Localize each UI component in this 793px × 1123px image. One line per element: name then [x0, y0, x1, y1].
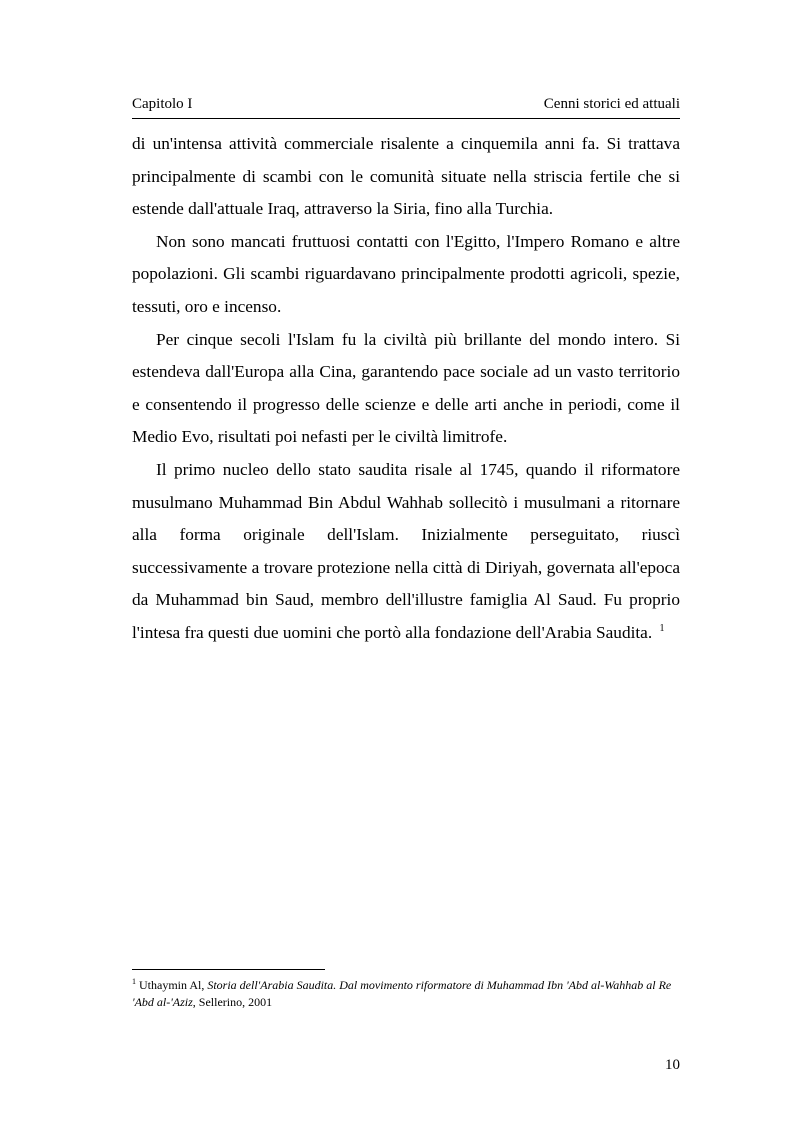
paragraph-1: di un'intensa attività commerciale risalente a cinquemila anni fa. Si trattava principalmente di scambi con le comunità situate nella striscia fertile che si estende dall'attuale Iraq, attraverso la Siria, fino alla Turchia. — [132, 134, 680, 219]
footnote-publisher: , Sellerino, 2001 — [192, 995, 273, 1009]
paragraph-3: Per cinque secoli l'Islam fu la civiltà più brillante del mondo intero. Si estendeva dall'Europa alla Cina, garantendo pace sociale ad un vasto territorio e consentendo il progresso delle scienze e delle arti anche in periodi, come il Medio Evo, risultati poi nefasti per le civiltà limitrofe. — [132, 329, 680, 447]
body-text — [132, 128, 680, 650]
footnote-reference[interactable]: 1 — [659, 622, 665, 634]
footnote — [132, 977, 672, 1011]
paragraph-4-text: Il primo nucleo dello stato saudita risale al 1745, quando il riformatore musulmano Muhammad Bin Abdul Wahhab sollecitò i musulmani a ritornare alla forma originale dell'Islam. Inizialmente perseguitato, riuscì successivamente a trovare protezione nella città di Diriyah, governata all'epoca da Muhammad bin Saud, membro dell'illustre famiglia Al Saud. Fu proprio l'intesa fra questi due uomini che portò alla fondazione dell'Arabia Saudita. — [132, 459, 680, 642]
paragraph-4 — [132, 454, 680, 650]
footnote-separator — [132, 969, 325, 970]
footnote-number: 1 — [132, 977, 136, 986]
paragraph-2: Non sono mancati fruttuosi contatti con l'Egitto, l'Impero Romano e altre popolazioni. Gli scambi riguardavano principalmente prodotti agricoli, spezie, tessuti, oro e incenso. — [132, 231, 680, 316]
chapter-label: Capitolo I — [132, 96, 193, 112]
footnote-title: Storia dell'Arabia Saudita. Dal movimento riformatore di Muhammad Ibn 'Abd al-Wahhab al Re 'Abd al-'Aziz — [132, 978, 672, 1009]
page-header — [132, 96, 680, 119]
section-title: Cenni storici ed attuali — [543, 96, 680, 112]
footnote-author: Uthaymin Al, — [139, 978, 205, 992]
page-number: 10 — [665, 1057, 680, 1073]
